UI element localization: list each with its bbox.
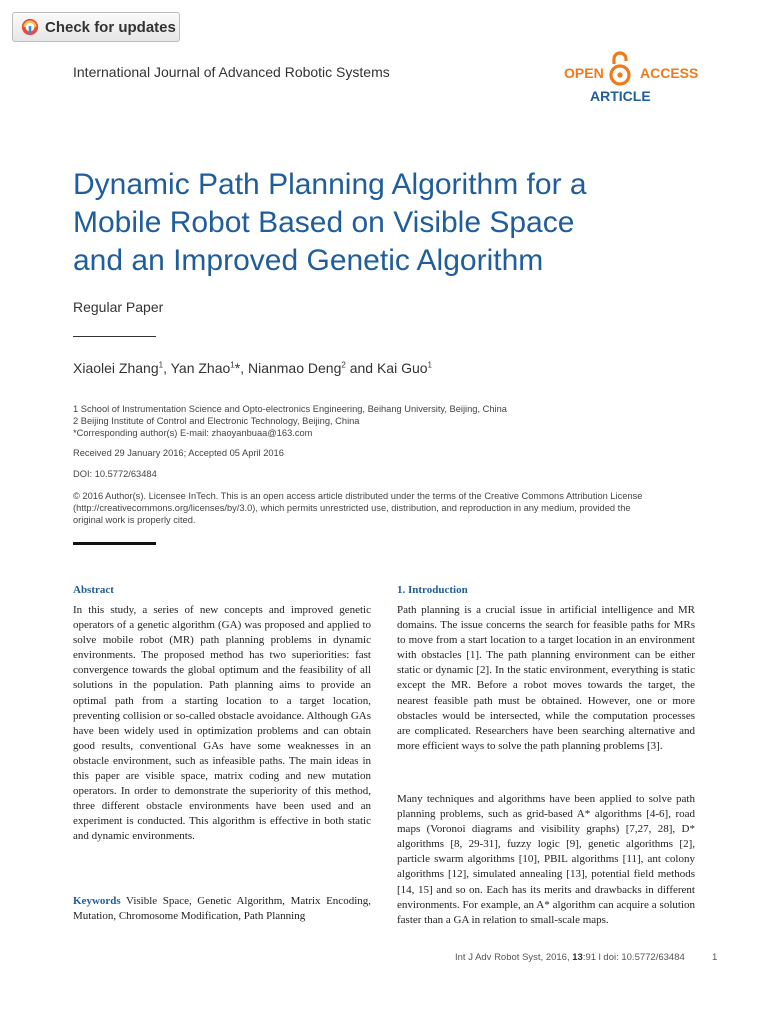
license-line: original work is properly cited. (73, 515, 196, 525)
author-affiliation-mark: 2 (341, 360, 346, 370)
check-for-updates-label: Check for updates (45, 18, 176, 36)
introduction-heading: 1. Introduction (397, 584, 468, 596)
doi: DOI: 10.5772/63484 (73, 469, 157, 479)
received-accepted-dates: Received 29 January 2016; Accepted 05 April 2016 (73, 448, 284, 458)
paper-title (73, 166, 693, 280)
abstract-heading: Abstract (73, 584, 114, 596)
citation-suffix: :91 l doi: 10.5772/63484 (582, 952, 685, 963)
paper-type: Regular Paper (73, 299, 164, 315)
page-number: 1 (712, 952, 718, 963)
author-name: Xiaolei Zhang (73, 360, 159, 376)
license-statement (73, 490, 642, 526)
affiliations (73, 403, 507, 439)
license-line: © 2016 Author(s). Licensee InTech. This is an open access article distributed under the terms of the Creative Commons Attribution License (73, 491, 643, 501)
page-footer-citation (455, 952, 685, 963)
keywords (73, 894, 371, 924)
corresponding-author-mark: * (234, 360, 241, 376)
author-name: Yan Zhao (170, 360, 231, 376)
introduction-paragraph: Many techniques and algorithms have been applied to solve path planning problems, such as grid-based A* algorithms [4-6], road maps (Voronoi diagrams and visibility graphs) [7,27, 28], D* algorithms [8, 29-31], fuzzy logic [9], genetic algorithms [2], particle swarm algorithms [10], PBIL algorithms [11], ant colony algorithms [12], simulated annealing [13], potential field methods [14, 15] and so on. Each has its merits and drawbacks in different environments. For example, an A* algorithm can acquire a solution faster than a GA in relation to small-scale maps. (397, 793, 695, 926)
abstract-text: In this study, a series of new concepts and improved genetic operators of a genetic algorithm (GA) was proposed and applied to solve mobile robot (MR) path planning problems in dynamic environments. The proposed method has two superiorities: fast convergence towards the global optimum and the feasibility of all solutions in the population. Path planning aims to provide an optimal path from a starting location to a target location, preventing collision or so-called obstacle avoidance. Although GAs have been widely used in optimization problems and can obtain good results, conventional GAs have some weaknesses in an obstacle environment, such as infeasible paths. The main ideas in this paper are visible space, matrix coding and new mutation operators. In order to demonstrate the superiority of this method, three different obstacle environments have been used and an experiment is conducted. This algorithm is effective in both static and dynamic environments. (73, 604, 371, 843)
author-affiliation-mark: 1 (427, 360, 432, 370)
author-separator: and (345, 360, 377, 376)
keywords-list: Visible Space, Genetic Algorithm, Matrix Encoding, Mutation, Chromosome Modification, Path Planning (73, 895, 371, 923)
open-access-logo (560, 50, 700, 110)
title-line: Mobile Robot Based on Visible Space (73, 206, 575, 239)
citation-prefix: Int J Adv Robot Syst, 2016, (455, 952, 573, 963)
divider-thick (73, 542, 156, 545)
open-lock-icon (607, 50, 633, 86)
title-line: and an Improved Genetic Algorithm (73, 244, 544, 277)
license-line: (http://creativecommons.org/licenses/by/3.0), which permits unrestricted use, distribution, and reproduction in any medium, provided the (73, 503, 631, 513)
author-affiliation-mark: 1 (158, 360, 164, 370)
author-separator: , (240, 360, 248, 376)
affiliation-line: 1 School of Instrumentation Science and Opto-electronics Engineering, Beihang University, Beijing, China (73, 404, 507, 414)
check-for-updates-button[interactable] (12, 12, 180, 42)
affiliation-line: 2 Beijing Institute of Control and Electronic Technology, Beijing, China (73, 416, 360, 426)
crossmark-icon (21, 18, 39, 36)
author-list (73, 360, 432, 376)
author-affiliation-mark: 1 (230, 360, 235, 370)
author-name: Nianmao Deng (247, 360, 342, 376)
author-name: Kai Guo (376, 360, 428, 376)
access-label: ACCESS (640, 65, 699, 81)
title-line: Dynamic Path Planning Algorithm for a (73, 168, 587, 201)
author-separator: , (163, 360, 171, 376)
citation-volume: 13 (572, 952, 583, 963)
divider (73, 336, 156, 337)
journal-name: International Journal of Advanced Robotic Systems (73, 64, 390, 80)
keywords-label: Keywords (73, 895, 121, 907)
introduction-paragraph: Path planning is a crucial issue in artificial intelligence and MR domains. The issue concerns the search for feasible paths for MRs to move from a start location to a target location in an environment with obstacles [1]. The path planning environment can be either static or dynamic [2]. In the static environment, everything is static except the MR. Before a robot moves towards the target, the nearest feasible path must be obtained. However, one or more obstacles would be intersected, while the computation processes are complicated. Researchers have been searching alternative and more efficient ways to solve the path planning problems [3]. (397, 604, 695, 752)
corresponding-email: *Corresponding author(s) E-mail: zhaoyanbuaa@163.com (73, 428, 313, 438)
open-label: OPEN (564, 65, 604, 81)
article-label: ARTICLE (590, 88, 651, 104)
